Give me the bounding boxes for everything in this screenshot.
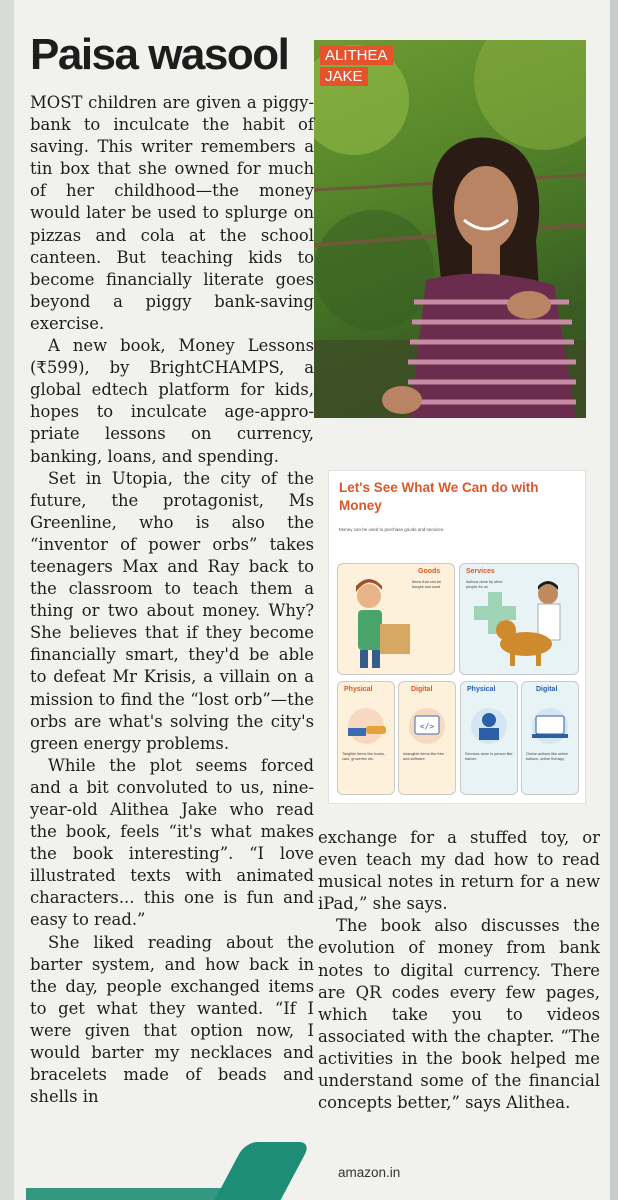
paragraph: Set in Utopia, the city of the future, the protagonist, Ms Greenline, who is also the “inventor of power orbs” takes teenagers Max and Ray back to the classroom to teach them a thing or two about money. Why? She believes that if they become financially smart, they'd be able to defeat Mr Krisis, a villain on a mission to find the “lost orb”—the orbs are what's solving the city's green energy problems. <box>30 468 314 753</box>
physical-goods-box <box>337 681 395 795</box>
item-desc: Services done in person like barber. <box>465 752 513 761</box>
paragraph: MOST children are given a piggy-bank to inculcate the habit of saving. This writer remembers a tin box that she owned for much of her childhood—the money would later be used to splurge on pizzas and cola at the school canteen. But teaching kids to become financially literate goes beyond a piggy bank-saving exercise. <box>30 93 314 333</box>
vet-illustration <box>460 572 576 672</box>
article-column-1 <box>30 92 314 1108</box>
item-desc: Tangible items like books, cars, groceries etc. <box>342 752 386 761</box>
item-label: Digital <box>536 686 558 693</box>
services-desc: Actions done by other people for us <box>466 580 503 589</box>
paragraph: While the plot seems forced and a bit convoluted to us, nine-year-old Alithea Jake who read the book, feels “it's what makes the book interesting”. “I love illustrated texts with animated characters... this one is fun and easy to read.” <box>30 755 314 930</box>
infographic <box>328 470 586 804</box>
paragraph: She liked reading about the barter system, and how back in the day, people exchanged items to get what they wanted. “If I were given that option now, I would barter my necklaces and bracelets made of beads and shells in <box>30 932 314 1107</box>
paragraph: exchange for a stuffed toy, or even teach my dad how to read musical notes in return for a new iPad,” she says. <box>318 828 600 914</box>
item-label: Physical <box>467 686 496 693</box>
article-column-2 <box>318 827 600 1114</box>
photo-credit-line: ALITHEA <box>320 46 393 65</box>
paragraph: A new book, Money Lessons (₹599), by BrightCHAMPS, a global edtech platform for kids, hopes to inculcate age-appropriate lessons on currency, banking, loans, and spending. <box>30 336 314 466</box>
headline: Paisa wasool <box>30 30 289 79</box>
physical-services-box <box>460 681 518 795</box>
item-label: Digital <box>411 686 433 693</box>
item-label: Physical <box>344 686 373 693</box>
svg-text:</>: </> <box>419 722 435 731</box>
goods-desc: Items that can be bought and used <box>412 580 442 589</box>
paragraph: The book also discusses the evolution of money from bank notes to digital currency. There are QR codes every few pages, which take you to videos associated with the chapter. “The activities in the book helped me understand some of the financial concepts better,” says Alithea. <box>318 916 600 1113</box>
portrait-photo <box>314 40 586 418</box>
amazon-logo: amazon.in <box>338 1165 401 1180</box>
digital-goods-box <box>398 681 456 795</box>
services-label: Services <box>466 568 495 575</box>
services-box <box>459 563 579 675</box>
infographic-subtitle: Money can be used to purchase goods and services. <box>339 527 445 532</box>
portrait-illustration <box>314 40 586 418</box>
decorative-strip <box>26 1188 266 1200</box>
item-desc: Online actions like online tuitions, online therapy <box>526 752 569 761</box>
code-screen-icon <box>403 706 451 746</box>
photo-credit-line: JAKE <box>320 67 368 86</box>
infographic-title: Let's See What We Can do with Money <box>339 480 539 513</box>
goods-label: Goods <box>418 568 441 575</box>
books-car-icon <box>342 706 390 746</box>
item-desc: Intangible items like free and software <box>403 752 444 761</box>
digital-services-box <box>521 681 579 795</box>
laptop-icon <box>526 706 574 746</box>
shopper-illustration <box>344 572 424 672</box>
barber-icon <box>465 706 513 746</box>
goods-box <box>337 563 455 675</box>
photo-credit <box>320 46 393 88</box>
page-edge <box>610 0 618 1200</box>
